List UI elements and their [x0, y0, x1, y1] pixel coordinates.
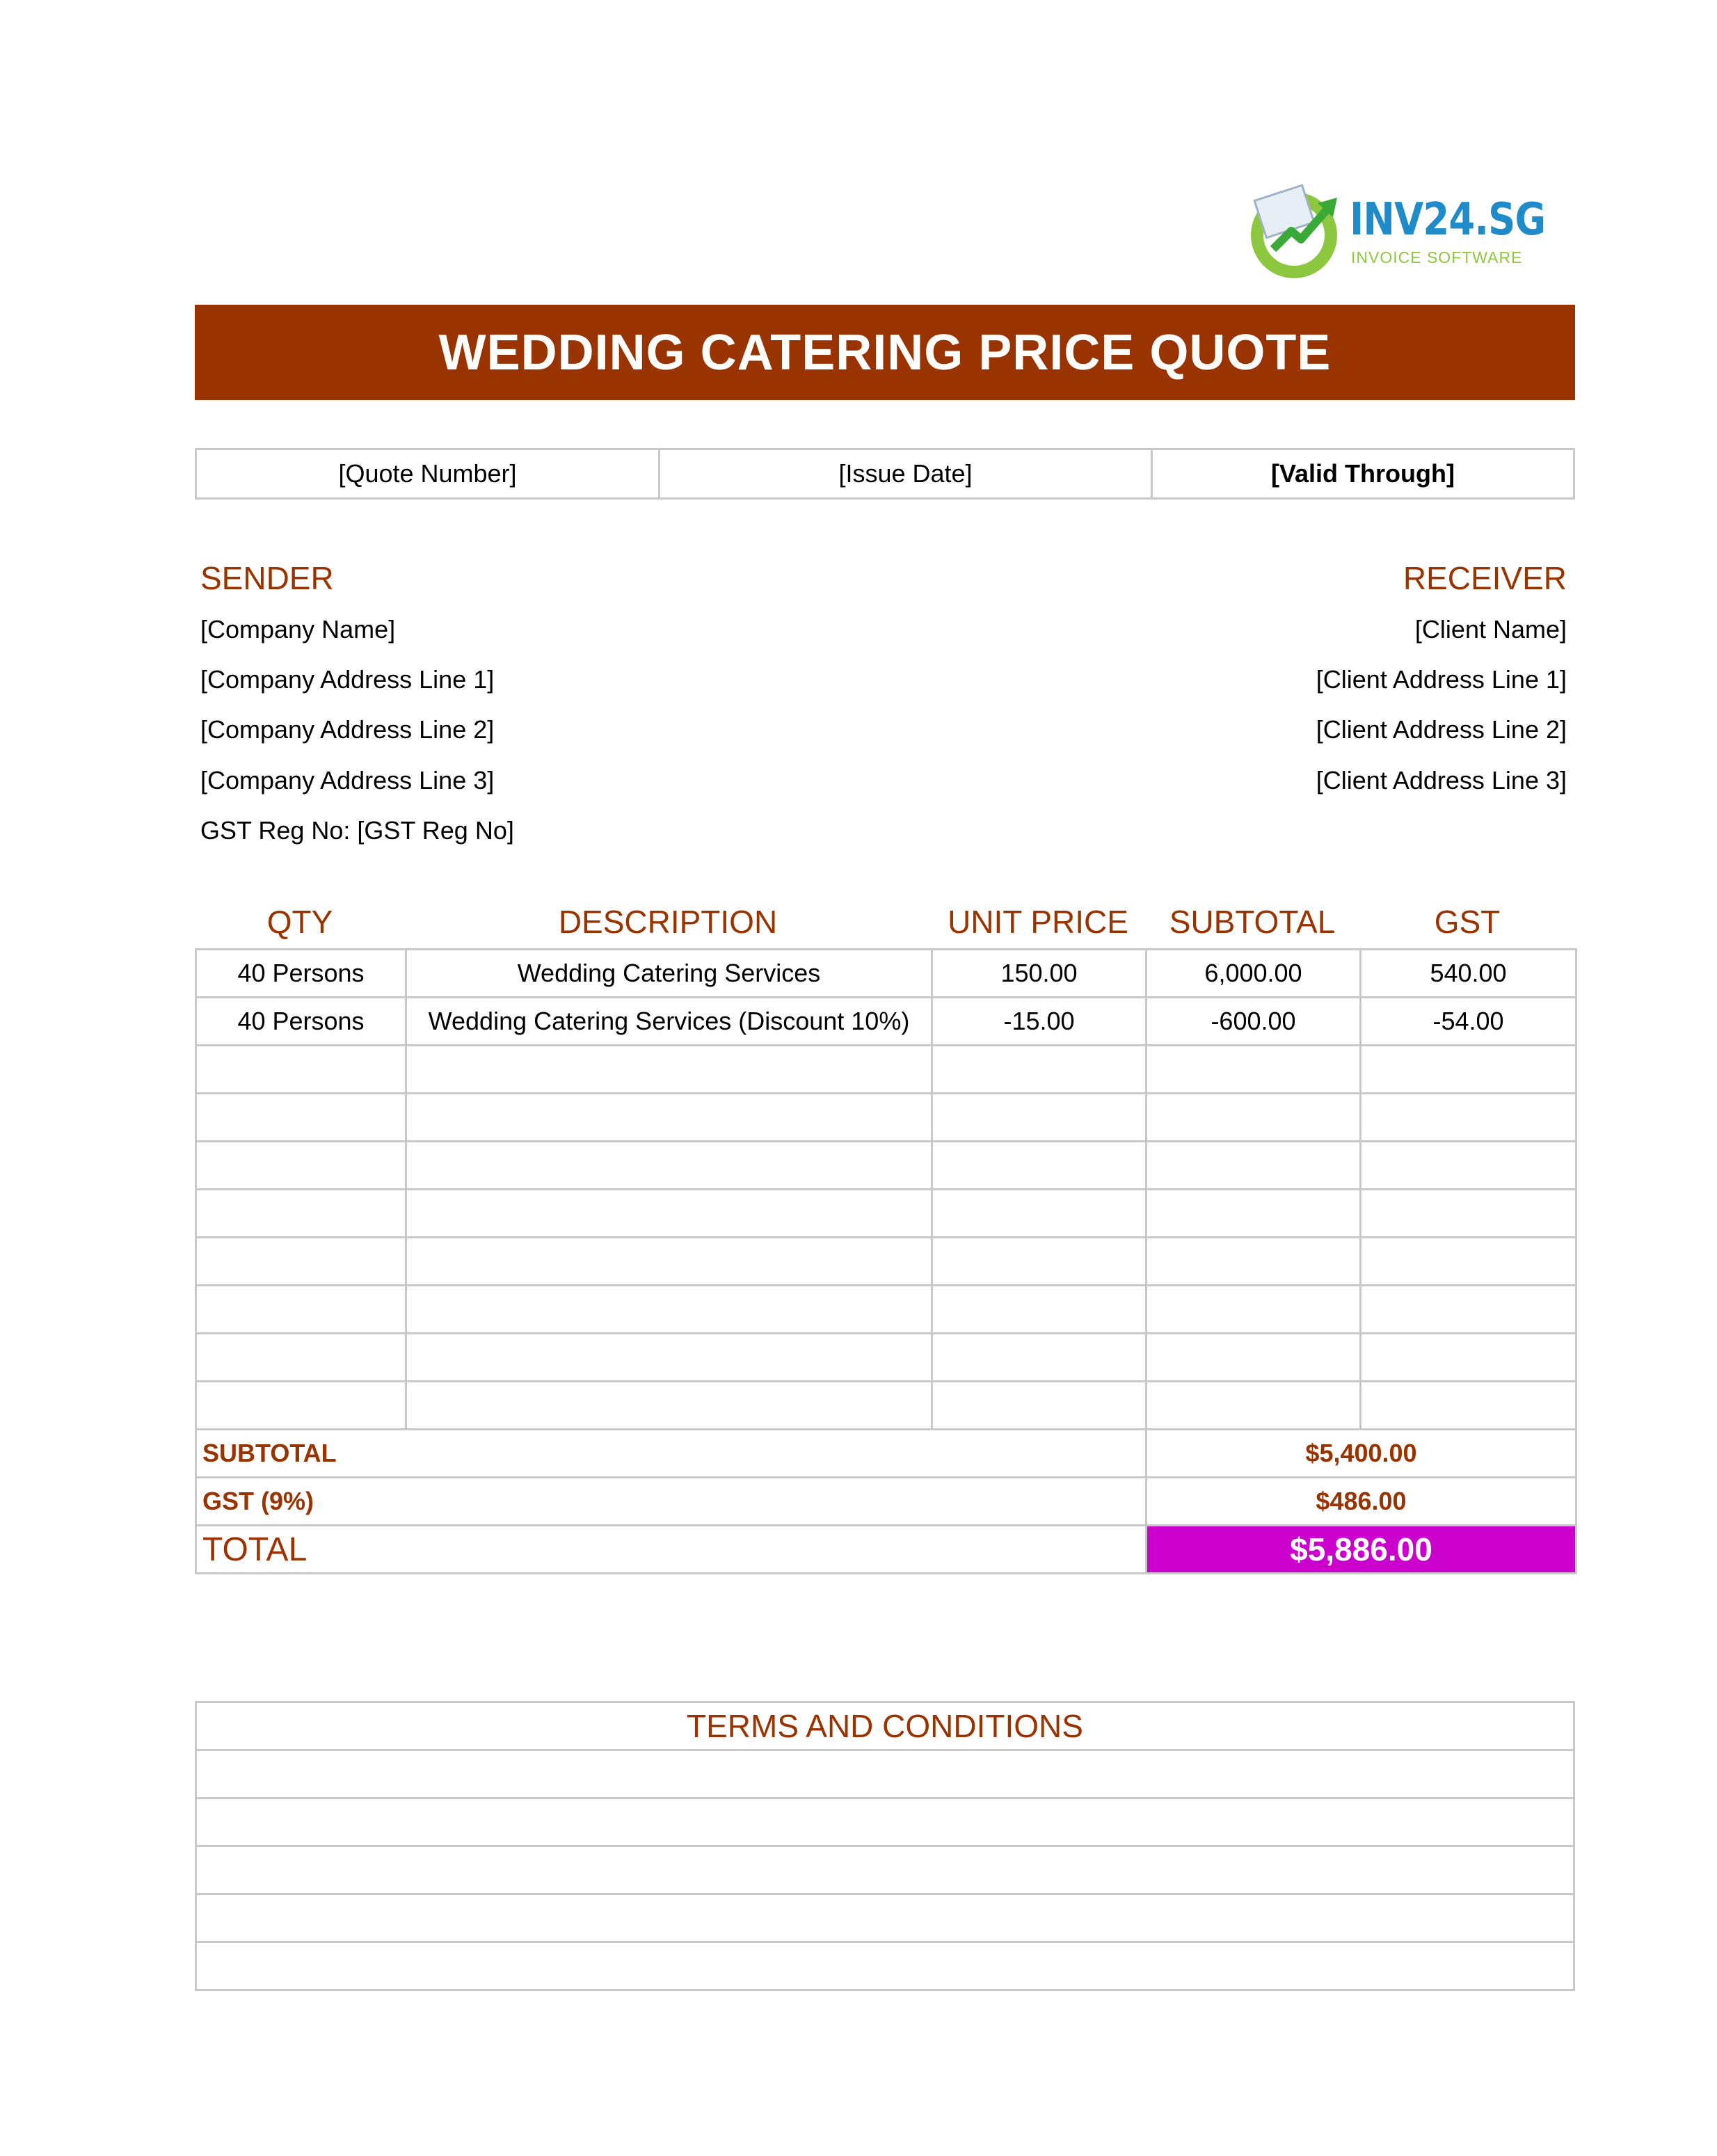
- column-header-gst: GST: [1434, 904, 1501, 940]
- summary-subtotal-row: [196, 1430, 1576, 1478]
- column-header-description: DESCRIPTION: [558, 904, 778, 940]
- sender-company-name[interactable]: [Company Name]: [200, 615, 396, 644]
- item-unit-price[interactable]: 150.00: [932, 950, 1147, 998]
- gst-label: GST (9%): [196, 1478, 1147, 1526]
- invoice-chart-icon: [1245, 182, 1350, 280]
- subtotal-value: $5,400.00: [1147, 1430, 1576, 1478]
- receiver-address-line-2[interactable]: [Client Address Line 2]: [1316, 715, 1567, 744]
- sender-address-line-1[interactable]: [Company Address Line 1]: [200, 665, 495, 694]
- empty-table-row[interactable]: [196, 1094, 1576, 1142]
- terms-heading: TERMS AND CONDITIONS: [196, 1702, 1574, 1750]
- document-title: WEDDING CATERING PRICE QUOTE: [195, 305, 1575, 400]
- sender-heading: SENDER: [200, 560, 334, 596]
- sender-gst-reg[interactable]: GST Reg No: [GST Reg No]: [200, 816, 514, 845]
- empty-table-row[interactable]: [196, 1142, 1576, 1190]
- column-header-unit-price: UNIT PRICE: [948, 904, 1128, 940]
- valid-through-field[interactable]: [Valid Through]: [1271, 459, 1455, 488]
- receiver-client-name[interactable]: [Client Name]: [1414, 615, 1567, 644]
- table-row: [196, 950, 1576, 998]
- receiver-address-line-1[interactable]: [Client Address Line 1]: [1316, 665, 1567, 694]
- total-value: $5,886.00: [1147, 1526, 1576, 1574]
- item-gst: -54.00: [1361, 998, 1576, 1046]
- summary-gst-row: [196, 1478, 1576, 1526]
- item-unit-price[interactable]: -15.00: [932, 998, 1147, 1046]
- item-subtotal: 6,000.00: [1147, 950, 1361, 998]
- empty-table-row[interactable]: [196, 1190, 1576, 1238]
- item-qty[interactable]: 40 Persons: [196, 998, 406, 1046]
- empty-table-row[interactable]: [196, 1382, 1576, 1430]
- terms-line[interactable]: [196, 1846, 1574, 1894]
- empty-table-row[interactable]: [196, 1238, 1576, 1286]
- table-row: [196, 998, 1576, 1046]
- sender-address-line-2[interactable]: [Company Address Line 2]: [200, 715, 495, 744]
- total-label: TOTAL: [196, 1526, 1147, 1574]
- terms-line[interactable]: [196, 1798, 1574, 1846]
- item-qty[interactable]: 40 Persons: [196, 950, 406, 998]
- item-description[interactable]: Wedding Catering Services: [406, 950, 932, 998]
- logo-title: INV24.SG: [1350, 194, 1546, 246]
- item-description[interactable]: Wedding Catering Services (Discount 10%): [406, 998, 932, 1046]
- issue-date-field[interactable]: [Issue Date]: [660, 450, 1153, 497]
- terms-line[interactable]: [196, 1942, 1574, 1990]
- terms-line[interactable]: [196, 1750, 1574, 1798]
- logo-tagline: INVOICE SOFTWARE: [1351, 248, 1523, 266]
- summary-total-row: [196, 1526, 1576, 1574]
- receiver-heading: RECEIVER: [1403, 560, 1567, 596]
- column-header-qty: QTY: [266, 904, 333, 940]
- quote-meta-row: [195, 448, 1575, 500]
- item-gst: 540.00: [1361, 950, 1576, 998]
- receiver-address-line-3[interactable]: [Client Address Line 3]: [1316, 766, 1567, 794]
- empty-table-row[interactable]: [196, 1334, 1576, 1382]
- sender-address-line-3[interactable]: [Company Address Line 3]: [200, 766, 495, 794]
- terms-line[interactable]: [196, 1894, 1574, 1942]
- quote-number-field[interactable]: [Quote Number]: [197, 450, 660, 497]
- terms-table: [195, 1701, 1575, 1991]
- gst-value: $486.00: [1147, 1478, 1576, 1526]
- line-items-table: [195, 948, 1577, 1574]
- subtotal-label: SUBTOTAL: [196, 1430, 1147, 1478]
- column-header-subtotal: SUBTOTAL: [1169, 904, 1336, 940]
- item-subtotal: -600.00: [1147, 998, 1361, 1046]
- company-logo: [1245, 182, 1546, 280]
- empty-table-row[interactable]: [196, 1286, 1576, 1334]
- empty-table-row[interactable]: [196, 1046, 1576, 1094]
